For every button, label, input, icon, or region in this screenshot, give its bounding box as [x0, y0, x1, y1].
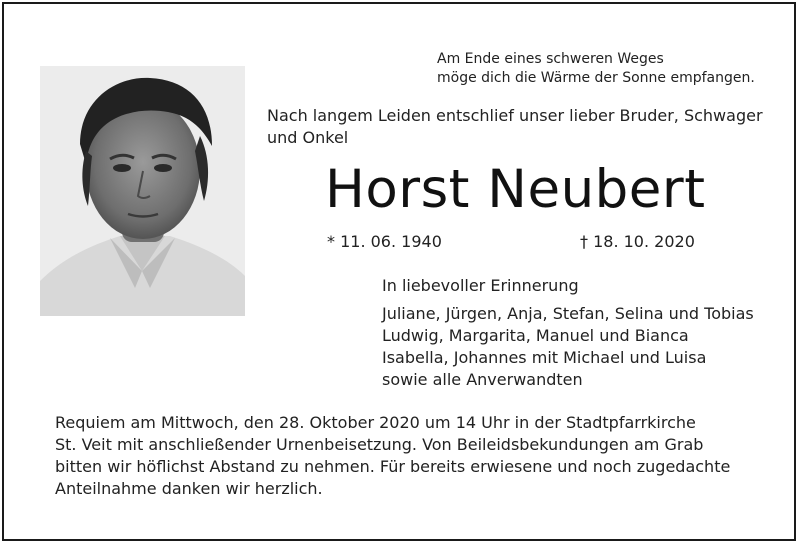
mourners-list: [382, 303, 754, 391]
memory-line: In liebevoller Erinnerung: [382, 276, 579, 295]
requiem-line: bitten wir höflichst Abstand zu nehmen. Für bereits erwiesene und noch zugedachte: [55, 457, 731, 476]
portrait-photo-graphic: [40, 66, 245, 316]
mourners-line: Isabella, Johannes mit Michael und Luisa: [382, 348, 707, 367]
motto-line-1: Am Ende eines schweren Weges: [437, 51, 664, 67]
requiem-notice: [55, 412, 775, 500]
requiem-line: Anteilnahme danken wir herzlich.: [55, 479, 323, 498]
mourners-line: Ludwig, Margarita, Manuel und Bianca: [382, 326, 689, 345]
requiem-line: St. Veit mit anschließender Urnenbeisetzung. Von Beileidsbekundungen am Grab: [55, 435, 704, 454]
requiem-line: Requiem am Mittwoch, den 28. Oktober 2020 um 14 Uhr in der Stadtpfarrkirche: [55, 413, 696, 432]
portrait-photo: [40, 66, 245, 316]
death-date: † 18. 10. 2020: [580, 232, 695, 251]
motto-line-2: möge dich die Wärme der Sonne empfangen.: [437, 70, 755, 86]
mourners-line: Juliane, Jürgen, Anja, Stefan, Selina und Tobias: [382, 304, 754, 323]
mourners-line: sowie alle Anverwandten: [382, 370, 583, 389]
motto-verse: [437, 50, 755, 88]
deceased-name: Horst Neubert: [325, 159, 706, 220]
intro-text: Nach langem Leiden entschlief unser lieber Bruder, Schwager und Onkel: [267, 106, 763, 147]
birth-date: * 11. 06. 1940: [327, 232, 442, 251]
